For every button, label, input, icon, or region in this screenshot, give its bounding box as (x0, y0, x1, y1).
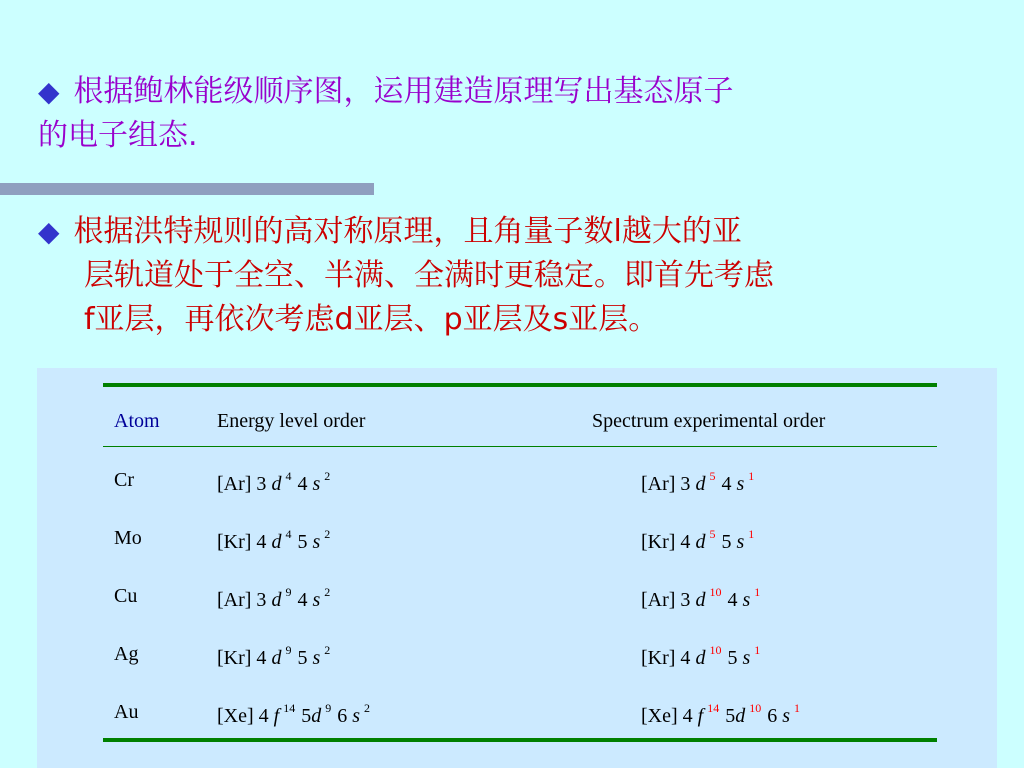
config-orbital: f (697, 705, 704, 727)
config-exponent: 10 (749, 701, 762, 715)
header-atom: Atom (114, 410, 160, 432)
config-core: [Ar] 3 (641, 473, 696, 495)
config-shell: 6 (337, 705, 353, 727)
config-exponent: 14 (283, 701, 296, 715)
bullet-2-line-3: f亚层，再依次考虑d亚层、p亚层及s亚层。 (84, 302, 659, 337)
config-core: [Kr] 4 (217, 531, 272, 553)
spectrum-config (641, 585, 766, 612)
config-exponent: 1 (748, 527, 755, 541)
config-shell: 5 (725, 705, 736, 727)
config-exponent: 5 (709, 527, 716, 541)
config-exponent: 9 (325, 701, 332, 715)
config-orbital: s (736, 473, 745, 495)
config-exponent: 1 (754, 643, 761, 657)
spectrum-config (641, 701, 806, 728)
energy-level-config (217, 527, 336, 554)
config-exponent: 10 (709, 585, 722, 599)
config-orbital: d (271, 589, 282, 611)
config-exponent: 1 (754, 585, 761, 599)
config-core: [Kr] 4 (641, 647, 696, 669)
config-exponent: 14 (707, 701, 720, 715)
config-orbital: d (271, 473, 282, 495)
atom-symbol: Ag (114, 643, 139, 665)
config-exponent: 5 (709, 469, 716, 483)
config-orbital: d (271, 647, 282, 669)
spectrum-config (641, 643, 766, 670)
electron-configuration-table (37, 368, 997, 768)
bullet-2-line-1: 根据洪特规则的高对称原理，且角量子数l越大的亚 (73, 214, 742, 249)
config-orbital: d (311, 705, 322, 727)
diamond-bullet-icon: ◆ (38, 215, 60, 248)
config-orbital: s (736, 531, 745, 553)
diamond-bullet-icon: ◆ (38, 75, 60, 108)
atom-symbol: Au (114, 701, 139, 723)
config-exponent: 9 (285, 643, 292, 657)
config-orbital: s (312, 647, 321, 669)
header-spectrum-order: Spectrum experimental order (592, 410, 826, 432)
config-core: [Ar] 3 (217, 589, 272, 611)
config-core: [Kr] 4 (641, 531, 696, 553)
config-core: [Xe] 4 (217, 705, 274, 727)
config-orbital: s (312, 589, 321, 611)
atom-symbol: Cr (114, 469, 134, 491)
config-orbital: d (695, 531, 706, 553)
config-core: [Ar] 3 (641, 589, 696, 611)
config-orbital: d (695, 473, 706, 495)
config-orbital: s (742, 647, 751, 669)
bullet-1-line-1: 根据鲍林能级顺序图，运用建造原理写出基态原子 (73, 74, 734, 109)
config-core: [Ar] 3 (217, 473, 272, 495)
config-exponent: 10 (709, 643, 722, 657)
spectrum-config (641, 469, 760, 496)
config-exponent: 4 (285, 469, 292, 483)
atom-symbol: Cu (114, 585, 138, 607)
config-orbital: s (352, 705, 360, 727)
config-exponent: 2 (324, 469, 331, 483)
config-core: [Kr] 4 (217, 647, 272, 669)
config-orbital: s (742, 589, 751, 611)
energy-level-config (217, 643, 336, 670)
energy-level-config (217, 701, 376, 728)
config-orbital: d (271, 531, 282, 553)
spectrum-config (641, 527, 760, 554)
config-exponent: 1 (794, 701, 800, 715)
config-exponent: 9 (285, 585, 292, 599)
config-shell: 4 (297, 473, 313, 495)
config-shell: 5 (727, 647, 743, 669)
table-top-rule (103, 383, 937, 387)
energy-level-config (217, 585, 336, 612)
config-exponent: 1 (748, 469, 755, 483)
bullet-1 (38, 70, 988, 158)
energy-level-config (217, 469, 336, 496)
config-orbital: s (312, 531, 321, 553)
table-header-rule (103, 446, 937, 447)
config-exponent: 4 (285, 527, 292, 541)
config-shell: 5 (297, 531, 313, 553)
config-shell: 6 (767, 705, 783, 727)
bullet-2 (38, 210, 1008, 342)
table-bottom-rule (103, 738, 937, 742)
config-orbital: d (695, 589, 706, 611)
config-exponent: 2 (364, 701, 370, 715)
atom-symbol: Mo (114, 527, 142, 549)
config-orbital: d (735, 705, 746, 727)
config-shell: 5 (301, 705, 312, 727)
config-core: [Xe] 4 (641, 705, 698, 727)
config-shell: 5 (721, 531, 737, 553)
config-shell: 5 (297, 647, 313, 669)
bullet-2-line-2: 层轨道处于全空、半满、全满时更稳定。即首先考虑 (84, 258, 774, 293)
config-shell: 4 (297, 589, 313, 611)
config-exponent: 2 (324, 643, 331, 657)
config-exponent: 2 (324, 585, 331, 599)
header-energy-level-order: Energy level order (217, 410, 366, 432)
config-orbital: s (312, 473, 321, 495)
divider-bar (0, 183, 374, 195)
config-shell: 4 (727, 589, 743, 611)
config-exponent: 2 (324, 527, 331, 541)
config-orbital: d (695, 647, 706, 669)
config-orbital: s (782, 705, 790, 727)
config-orbital: f (273, 705, 280, 727)
bullet-1-line-2: 的电子组态. (38, 118, 198, 153)
config-shell: 4 (721, 473, 737, 495)
